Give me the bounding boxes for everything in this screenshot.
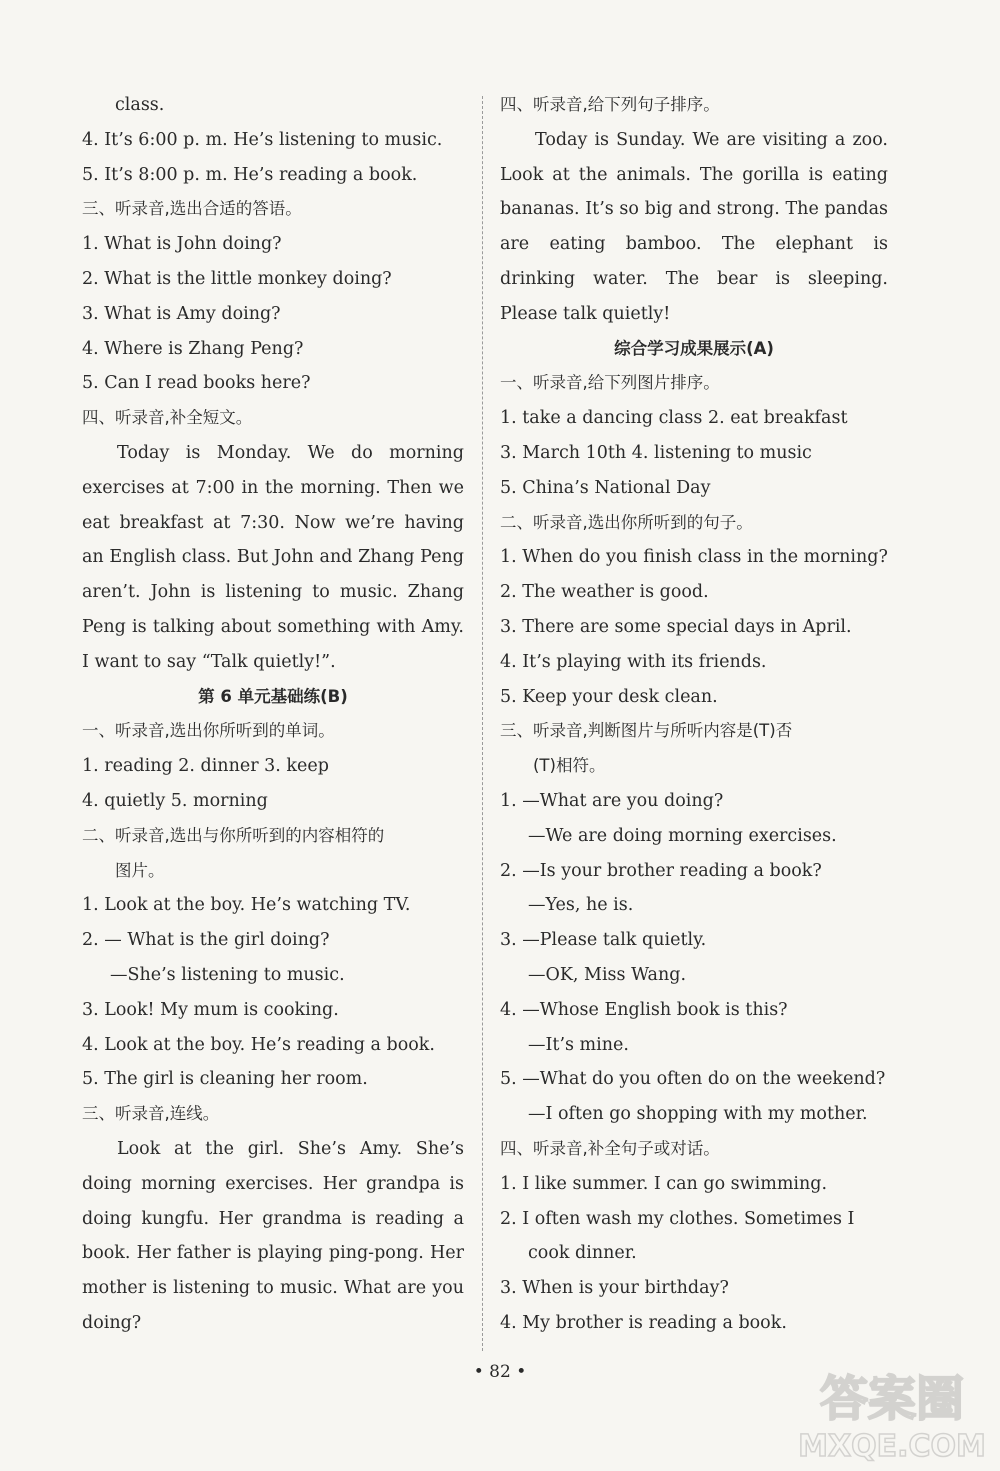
- section-heading: 二、听录音,选出你所听到的句子。: [500, 512, 753, 532]
- text-line: 4. It’s 6:00 p. m. He’s listening to music.: [82, 129, 443, 150]
- text-line: —We are doing morning exercises.: [528, 825, 837, 846]
- text-line: 5. Can I read books here?: [82, 373, 311, 394]
- text-line: 4. —Whose English book is this?: [500, 999, 788, 1020]
- left-column: [82, 88, 464, 1341]
- section-heading: 四、听录音,补全句子或对话。: [500, 1138, 720, 1158]
- text-line: 1. What is John doing?: [82, 234, 282, 255]
- text-line: 5. China’s National Day: [500, 477, 711, 498]
- text-line: —It’s mine.: [528, 1034, 629, 1055]
- text-line: 1. —What are you doing?: [500, 790, 724, 811]
- text-line: 5. The girl is cleaning her room.: [82, 1069, 368, 1090]
- text-line: 2. The weather is good.: [500, 582, 709, 603]
- text-line: 4. Where is Zhang Peng?: [82, 338, 304, 359]
- unit-title: 第 6 单元基础练(B): [198, 686, 348, 706]
- section-heading: 三、听录音,选出合适的答语。: [82, 199, 302, 219]
- section-heading: 图片。: [115, 860, 165, 880]
- right-column: [500, 88, 888, 1341]
- text-line: 3. March 10th 4. listening to music: [500, 442, 812, 463]
- unit-title: 综合学习成果展示(A): [614, 338, 774, 358]
- section-heading: 三、听录音,判断图片与所听内容是(T)否: [500, 721, 793, 741]
- text-line: 1. reading 2. dinner 3. keep: [82, 756, 329, 777]
- text-line: 5. —What do you often do on the weekend?: [500, 1069, 886, 1090]
- text-line: —She’s listening to music.: [110, 964, 345, 985]
- text-line: 2. — What is the girl doing?: [82, 930, 330, 951]
- page-number: • 82 •: [473, 1362, 527, 1382]
- text-line: class.: [115, 95, 165, 115]
- section-heading: 四、听录音,补全短文。: [82, 408, 253, 428]
- watermark-title: 答案圈: [819, 1371, 965, 1427]
- watermark-url: MXQE.COM: [798, 1429, 986, 1464]
- text-line: 1. I like summer. I can go swimming.: [500, 1173, 828, 1194]
- section-heading: 四、听录音,给下列句子排序。: [500, 95, 720, 114]
- text-line: 2. I often wash my clothes. Sometimes I: [500, 1208, 855, 1229]
- text-line: 1. Look at the boy. He’s watching TV.: [82, 895, 411, 916]
- section-heading: (T)相符。: [533, 756, 606, 776]
- text-line: 3. When is your birthday?: [500, 1278, 729, 1299]
- text-line: 2. What is the little monkey doing?: [82, 268, 392, 289]
- text-line: 3. What is Amy doing?: [82, 303, 281, 324]
- section-heading: 一、听录音,给下列图片排序。: [500, 373, 720, 393]
- text-line: 4. quietly 5. morning: [82, 790, 268, 811]
- text-line: 2. —Is your brother reading a book?: [500, 860, 822, 881]
- text-line: —I often go shopping with my mother.: [528, 1104, 868, 1125]
- section-heading: 三、听录音,连线。: [82, 1104, 220, 1124]
- column-divider: [482, 96, 483, 1351]
- text-line: 5. It’s 8:00 p. m. He’s reading a book.: [82, 164, 418, 185]
- passage-paragraph: Look at the girl. She’s Amy. She’s doing morning exercises. Her grandpa is doing kungfu. Her grandma is reading a book. Her father is playing ping-pong. Her mother is listening to music. What are you doing?: [82, 1138, 464, 1333]
- text-line: 3. —Please talk quietly.: [500, 930, 707, 951]
- text-line: 3. Look! My mum is cooking.: [82, 999, 339, 1020]
- section-heading: 二、听录音,选出与你所听到的内容相符的: [82, 825, 385, 845]
- text-line: cook dinner.: [528, 1243, 637, 1264]
- text-line: —OK, Miss Wang.: [528, 964, 687, 985]
- text-line: 5. Keep your desk clean.: [500, 686, 718, 707]
- passage-paragraph: Today is Sunday. We are visiting a zoo. Look at the animals. The gorilla is eating bananas. It’s so big and strong. The pandas are eating bamboo. The elephant is drinking water. The bear is sleeping. Please talk quietly!: [500, 129, 888, 324]
- text-line: 4. Look at the boy. He’s reading a book.: [82, 1034, 435, 1055]
- text-line: 3. There are some special days in April.: [500, 616, 852, 637]
- text-line: 1. When do you finish class in the morning?: [500, 547, 888, 568]
- text-line: 4. It’s playing with its friends.: [500, 651, 767, 672]
- text-line: 4. My brother is reading a book.: [500, 1312, 787, 1333]
- watermark-logo: [792, 1360, 992, 1465]
- passage-paragraph: Today is Monday. We do morning exercises at 7:00 in the morning. Then we eat breakfast at 7:30. Now we’re having an English class. But John and Zhang Peng aren’t. John is listening to music. Zhang Peng is talking about something with Amy. I want to say “Talk quietly!”.: [82, 442, 464, 672]
- text-line: —Yes, he is.: [528, 895, 634, 916]
- text-line: 1. take a dancing class 2. eat breakfast: [500, 408, 848, 429]
- section-heading: 一、听录音,选出你所听到的单词。: [82, 721, 335, 741]
